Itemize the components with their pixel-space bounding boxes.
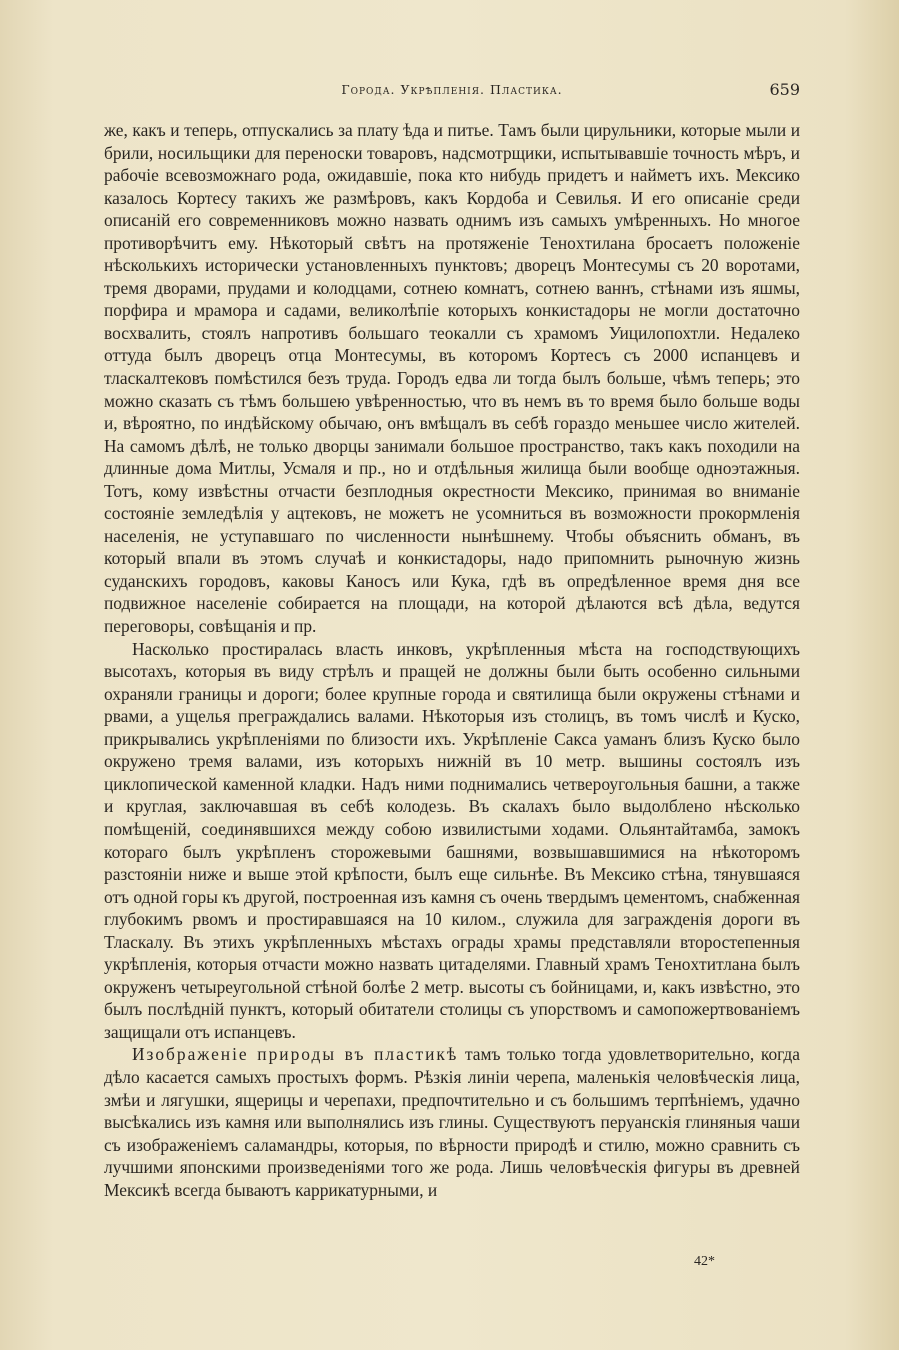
- body-text: [104, 119, 800, 1201]
- running-title: Города. Укрѣпленія. Пластика.: [341, 82, 563, 97]
- sheet-signature: 42*: [694, 1254, 715, 1269]
- paragraph-2: Насколько простиралась власть инковъ, укрѣпленныя мѣста на господствующихъ высотахъ, которыя въ виду стрѣлъ и пращей не должны были быть особенно сильными охраняли границы и дороги; более крупные города и святилища были окружены стѣнами и рвами, а ущелья преграждались валами. Нѣкоторыя изъ столицъ, въ томъ числѣ и Куско, прикрывались укрѣпленіями по близости ихъ. Укрѣпленіе Сакса уаманъ близъ Куско было окружено тремя валами, изъ которыхъ нижній въ 10 метр. вышины состоялъ изъ циклопической каменной кладки. Надъ ними поднимались четвероугольныя башни, а также и круглая, заключавшая въ себѣ колодезь. Въ скалахъ было выдолблено нѣсколько помѣщеній, соединявшихся между собою извилистыми ходами. Ольянтайтамба, замокъ котораго былъ укрѣпленъ сторожевыми башнями, возвышавшимися на нѣкоторомъ разстояніи ниже и выше этой крѣпости, былъ еще сильнѣе. Въ Мексико стѣна, тянувшаяся отъ одной горы къ другой, построенная изъ камня съ очень твердымъ цементомъ, снабженная глубокимъ рвомъ и простиравшаяся на 10 килом., служила для загражденія дороги въ Тласкалу. Въ этихъ укрѣпленныхъ мѣстахъ ограды храмы представляли второстепенныя укрѣпленія, которыя отчасти можно назвать цитаделями. Главный храмъ Теноxтитлана былъ окруженъ четыреугольной стѣной болѣе 2 метр. высоты съ бойницами, и, какъ извѣстно, это былъ послѣдній пунктъ, который обитатели столицы съ упорствомъ и самопожертвованіемъ защищали отъ испанцевъ.: [104, 638, 800, 1042]
- page-header: [104, 80, 800, 104]
- paragraph-3-text: тамъ только тогда удовлетворительно, когда дѣло касается самыхъ простыхъ формъ. Рѣзкія линіи черепа, маленькія человѣческія лица, змѣи и лягушки, ящерицы и черепахи, предпочтительно и съ большимъ терпѣніемъ, удачно высѣкались изъ камня или выполнялись изъ глины. Существуютъ перуанскія глиняныя чаши съ изображеніемъ саламандры, которыя, по вѣрности природѣ и стилю, можно сравнить съ лучшими японскими произведеніями того же рода. Лишь человѣческія фигуры въ древней Мексикѣ всегда бываютъ каррикатурными, и: [104, 1044, 800, 1200]
- paragraph-3: [104, 1043, 800, 1201]
- spaced-lead-phrase: Изображеніе природы въ пластикѣ: [132, 1044, 459, 1065]
- page-number: 659: [769, 80, 800, 99]
- paragraph-1: же, какъ и теперь, отпускались за плату ѣда и питье. Тамъ были цирульники, которые мыли и брили, носильщики для переноски товаровъ, надсмотрщики, испытывавшіе точность мѣръ, и рабочіе всевозможнаго рода, ожидавшіе, пока кто нибудь придетъ и найметъ ихъ. Мексико казалось Кортесу такихъ же размѣровъ, какъ Кордоба и Севилья. И его описаніе среди описаній его современниковъ можно назвать однимъ изъ самыхъ умѣренныхъ. Но многое противорѣчитъ ему. Нѣкоторый свѣтъ на протяженіе Теноxтилана бросаетъ положеніе нѣсколькихъ исторически установленныхъ пунктовъ; дворецъ Монтесумы съ 20 воротами, тремя дворами, прудами и колодцами, сотнею комнатъ, сотнею ваннъ, стѣнами изъ яшмы, порфира и мрамора и садами, великолѣпіе которыхъ конкистадоры не могли достаточно восхвалить, стоялъ напротивъ большаго теокалли съ храмомъ Уицилопохтли. Недалеко оттуда былъ дворецъ отца Монтесумы, въ которомъ Кортесъ съ 2000 испанцевъ и тласкалтековъ помѣстился безъ труда. Городъ едва ли тогда былъ больше, чѣмъ теперь; это можно сказать съ тѣмъ большею увѣренностью, что въ немъ въ то время было больше воды и, вѣроятно, по индѣйскому обычаю, онъ вмѣщалъ въ себѣ гораздо меньшее число жителей. На самомъ дѣлѣ, не только дворцы занимали большое пространство, такъ какъ походили на длинные дома Митлы, Усмаля и пр., но и отдѣльныя жилища были вообще одноэтажныя. Тотъ, кому извѣстны отчасти безплодныя окрестности Мексико, принимая во вниманіе состояніе земледѣлія у ацтековъ, не можетъ не усомниться въ возможности прокормленія населенія, не уступавшаго по численности нынѣшнему. Чтобы объяснить обманъ, въ который впали въ этомъ случаѣ и конкистадоры, надо припомнить рыночную жизнь суданскихъ городовъ, каковы Каносъ или Кука, гдѣ въ опредѣленное время дня все подвижное населеніе собирается на площади, на которой дѣлаются всѣ дѣла, ведутся переговоры, совѣщанія и пр.: [104, 120, 800, 637]
